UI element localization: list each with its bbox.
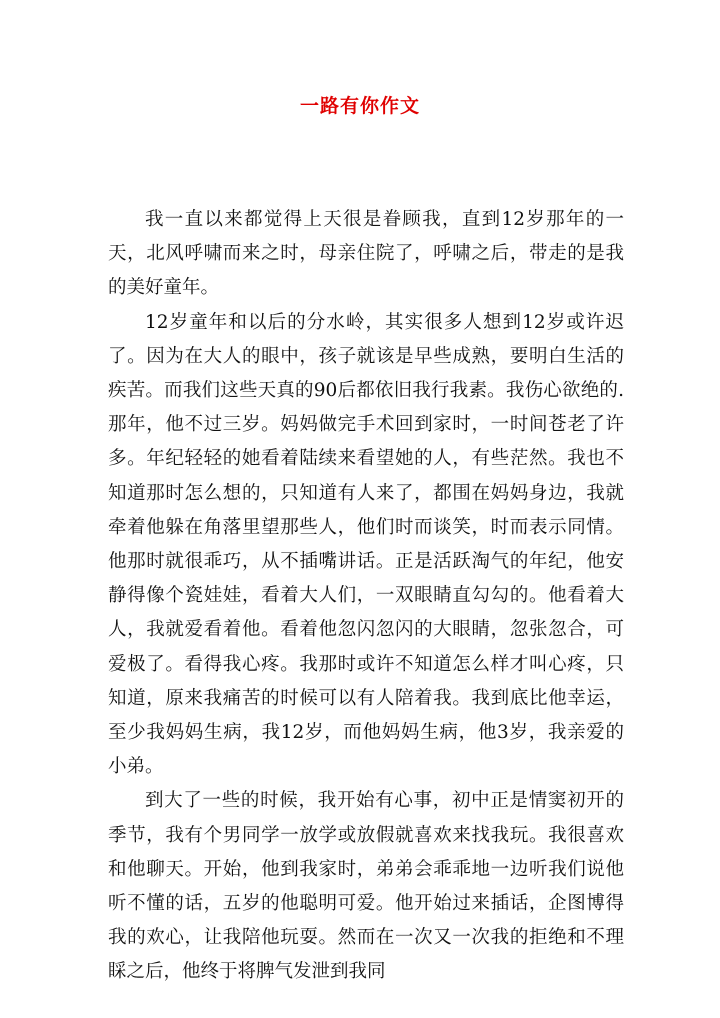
document-body bbox=[108, 203, 624, 990]
paragraph-3: 到大了一些的时候，我开始有心事，初中正是情窦初开的季节，我有个男同学一放学或放假就喜欢来找我玩。我很喜欢和他聊天。开始，他到我家时，弟弟会乖乖地一边听我们说他听不懂的话，五岁的他聪明可爱。他开始过来插话，企图博得我的欢心，让我陪他玩耍。然而在一次又一次我的拒绝和不理睬之后，他终于将脾气发泄到我同 bbox=[108, 790, 624, 983]
document-title: 一路有你作文 bbox=[299, 95, 420, 117]
paragraph-1: 我一直以来都觉得上天很是眷顾我，直到12岁那年的一天，北风呼啸而来之时，母亲住院了，呼啸之后，带走的是我的美好童年。 bbox=[108, 209, 624, 299]
paragraph-2: 12岁童年和以后的分水岭，其实很多人想到12岁或许迟了。因为在大人的眼中，孩子就该是早些成熟，要明白生活的疾苦。而我们这些天真的90后都依旧我行我素。我伤心欲绝的.那年，他不过三岁。妈妈做完手术回到家时，一时间苍老了许多。年纪轻轻的她看着陆续来看望她的人，有些茫然。我也不知道那时怎么想的，只知道有人来了，都围在妈妈身边，我就牵着他躲在角落里望那些人，他们时而谈笑，时而表示同情。他那时就很乖巧，从不插嘴讲话。正是活跃淘气的年纪，他安静得像个瓷娃娃，看着大人们，一双眼睛直勾勾的。他看着大人，我就爱看着他。看着他忽闪忽闪的大眼睛，忽张忽合，可爱极了。看得我心疼。我那时或许不知道怎么样才叫心疼，只知道，原来我痛苦的时候可以有人陪着我。我到底比他幸运，至少我妈妈生病，我12岁，而他妈妈生病，他3岁，我亲爱的小弟。 bbox=[108, 311, 624, 778]
